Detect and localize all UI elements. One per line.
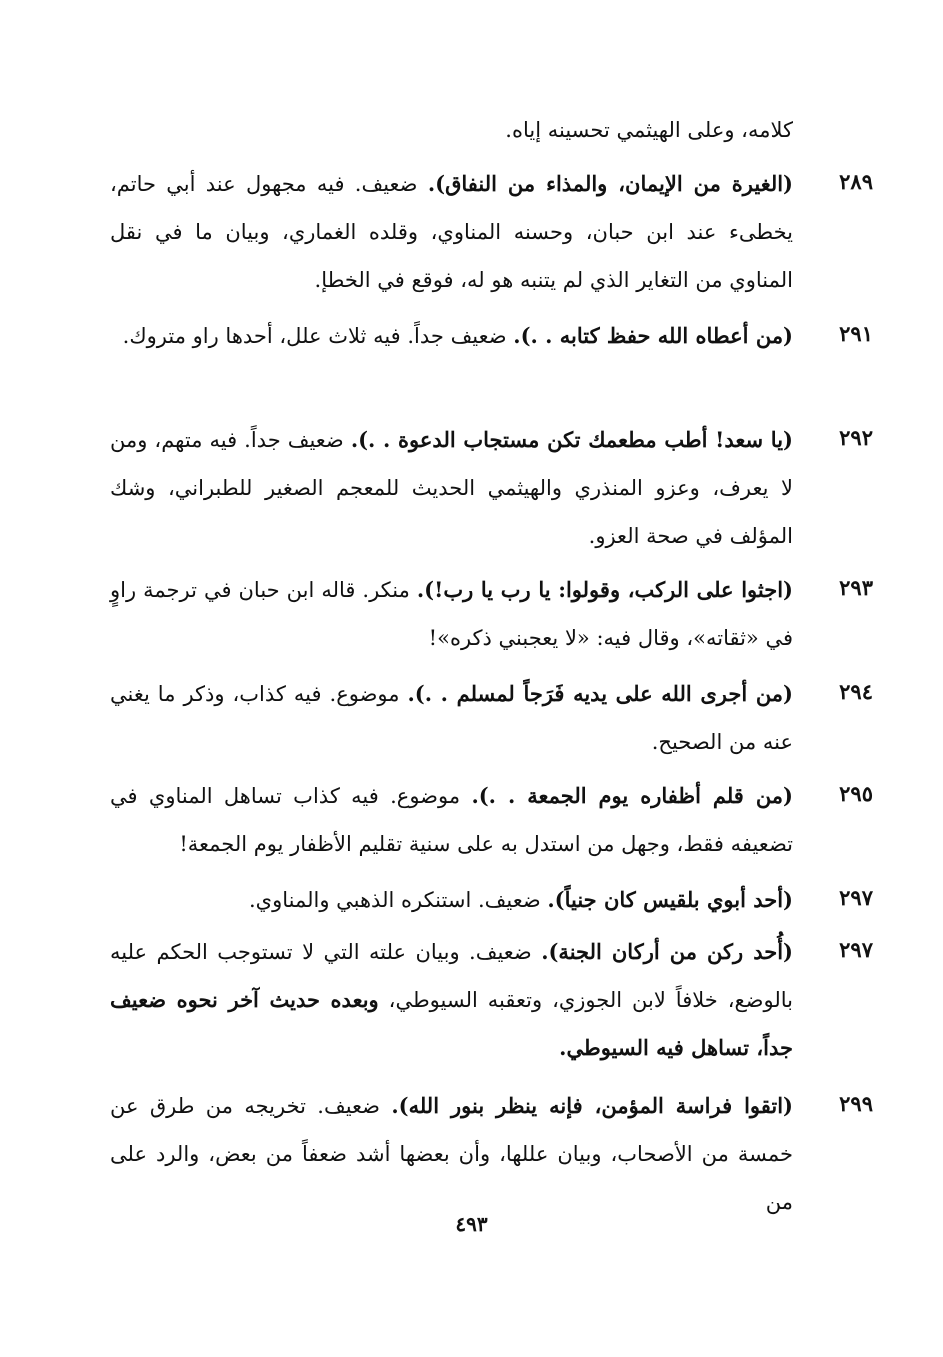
- hadith-text: (أحد أبوي بلقيس كان جنياً).: [547, 887, 793, 912]
- entry-body: [110, 670, 793, 766]
- entry-number: ٢٩٤: [839, 679, 873, 704]
- entry-body: [110, 876, 793, 924]
- entry-body: [110, 928, 793, 1072]
- hadith-text: (اتقوا فراسة المؤمن، فإنه ينظر بنور الله).: [391, 1093, 793, 1118]
- hadith-text: (اجثوا على الركب، وقولوا: يا رب يا رب!).: [416, 577, 793, 602]
- entry-body: [110, 772, 793, 868]
- hadith-text: (أُحد ركن من أركان الجنة).: [541, 939, 793, 964]
- entry-number: ٢٩٩: [839, 1091, 873, 1116]
- entry-commentary: موضوع. فيه كذاب تساهل المناوي في تضعيفه فقط، وجهل من استدل به على سنية تقليم الأظفار يوم الجمعة!: [110, 784, 793, 856]
- hadith-text: (من أجرى الله على يديه فَرَجاً لمسلم . .).: [407, 681, 793, 706]
- hadith-text: (الغيرة من الإيمان، والمذاء من النفاق).: [427, 171, 793, 196]
- entry-number: ٢٩٢: [839, 425, 873, 450]
- intro-paragraph: كلامه، وعلى الهيثمي تحسينه إياه.: [505, 118, 793, 142]
- entry-293: [110, 566, 873, 662]
- entry-number: ٢٩٧: [839, 885, 873, 910]
- entry-commentary: ضعيف. وبيان علته التي لا تستوجب الحكم عليه بالوضع، خلافاً لابن الجوزي، وتعقبه السيوطي،: [110, 940, 793, 1012]
- entry-number: ٢٨٩: [839, 169, 873, 194]
- entry-294: [110, 670, 873, 766]
- entry-number: ٢٩٥: [839, 781, 873, 806]
- entry-number: ٢٩٧: [839, 937, 873, 962]
- entry-297-first: [110, 876, 873, 924]
- entry-295: [110, 772, 873, 868]
- entry-commentary: موضوع. فيه كذاب، وذكر ما يغني عنه من الصحيح.: [110, 682, 793, 754]
- entry-commentary-bold: وبعده حديث آخر نحوه ضعيف جداً، تساهل فيه السيوطي.: [110, 987, 793, 1060]
- entry-body: [110, 312, 793, 360]
- entry-289: [110, 160, 873, 304]
- entry-body: [110, 160, 793, 304]
- hadith-text: (من قلم أظفاره يوم الجمعة . .).: [471, 783, 793, 808]
- entry-body: [110, 416, 793, 560]
- entry-commentary: ضعيف. استنكره الذهبي والمناوي.: [248, 888, 548, 912]
- entry-292: [110, 416, 873, 560]
- entry-297-second: [110, 928, 873, 1072]
- entry-commentary: ضعيف جداً. فيه ثلاث علل، أحدها راو متروك.: [122, 324, 514, 348]
- page-number: ٤٩٣: [455, 1212, 488, 1236]
- entry-commentary: ضعيف جداً. فيه متهم، ومن لا يعرف، وعزو المنذري والهيثمي الحديث للمعجم الصغير للطبراني، وشك المؤلف في صحة العزو.: [110, 428, 793, 548]
- entry-299: [110, 1082, 873, 1226]
- entry-number: ٢٩٣: [839, 575, 873, 600]
- entry-commentary: ضعيف. فيه مجهول عند أبي حاتم، يخطىء عند ابن حبان، وحسنه المناوي، وقلده الغماري، وبيان ما في نقل المناوي من التغاير الذي لم يتنبه هو له، فوقع في الخطإ.: [110, 172, 793, 292]
- hadith-text: (يا سعد! أطب مطعمك تكن مستجاب الدعوة . .).: [350, 427, 793, 452]
- entry-body: [110, 1082, 793, 1226]
- hadith-text: (من أعطاه الله حفظ كتابه . .).: [513, 323, 793, 348]
- entry-body: [110, 566, 793, 662]
- entry-commentary: منكر. قاله ابن حبان في ترجمة راوٍ في «ثقاته»، وقال فيه: «لا يعجبني ذكره»!: [110, 578, 793, 650]
- entry-291: [110, 312, 873, 360]
- entry-number: ٢٩١: [839, 321, 873, 346]
- entry-commentary: ضعيف. تخريجه من طرق عن خمسة من الأصحاب، وبيان عللها، وأن بعضها أشد ضعفاً من بعض، والرد على من: [110, 1094, 793, 1214]
